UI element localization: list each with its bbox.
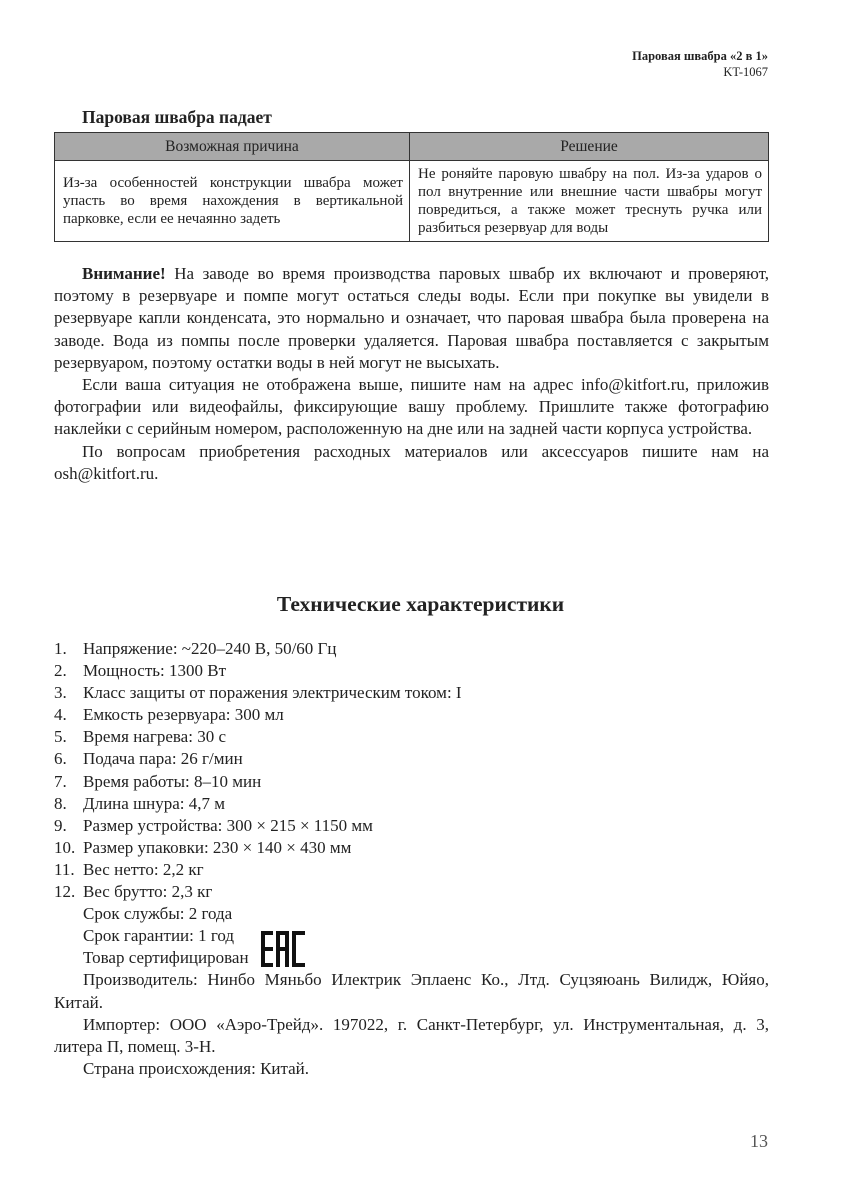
item-number: 4. xyxy=(54,705,67,725)
list-item xyxy=(54,660,769,682)
notice-paragraph xyxy=(54,263,769,374)
item-number: 8. xyxy=(54,793,67,813)
item-text: Класс защиты от поражения электрическим током: I xyxy=(83,683,462,703)
item-text: Вес брутто: 2,3 кг xyxy=(83,882,213,902)
eac-mark-icon xyxy=(261,931,305,967)
trouble-title: Паровая швабра падает xyxy=(82,107,272,127)
item-text: Длина шнура: 4,7 м xyxy=(83,793,226,813)
notice-lead: Внимание! xyxy=(82,264,166,283)
item-text: Время нагрева: 30 с xyxy=(83,727,226,747)
list-item xyxy=(54,793,769,815)
item-text: Размер упаковки: 230 × 140 × 430 мм xyxy=(83,837,352,857)
cause-cell: Из-за особенностей конструкции швабра может упасть во время нахождения в вертикальной парковке, если ее нечаянно задеть xyxy=(55,161,410,242)
item-number: 1. xyxy=(54,639,67,658)
table-row xyxy=(55,161,769,242)
item-number: 5. xyxy=(54,727,67,747)
item-text: Напряжение: ~220–240 В, 50/60 Гц xyxy=(83,639,337,658)
specs-title: Технические характеристики xyxy=(276,592,565,616)
item-text: Подача пара: 26 г/мин xyxy=(83,749,243,769)
item-text: Время работы: 8–10 мин xyxy=(83,771,262,791)
header-product: Паровая швабра «2 в 1» xyxy=(632,49,768,63)
list-item xyxy=(54,859,769,881)
list-item xyxy=(54,815,769,837)
notice-block xyxy=(54,263,769,485)
item-number: 3. xyxy=(54,683,67,703)
item-number: 6. xyxy=(54,749,67,769)
item-number: 2. xyxy=(54,661,67,681)
certified-label: Товар сертифицирован xyxy=(83,948,249,968)
notice-text: На заводе во время производства паровых швабр их включают и проверяют, поэтому в резервуаре и помпе могут остаться следы воды. Если при покупке вы увидели в резервуаре капли конденсата, это нормально и означает, что паровая швабра была проверена на заводе. Вода из помпы после проверки удаляется. Паровая швабра поставляется с закрытым резервуаром, поэтому остатки воды в ней могут не высыхать. xyxy=(54,264,769,372)
table-header-row xyxy=(55,133,769,161)
specs-list xyxy=(54,638,769,1080)
list-item xyxy=(54,704,769,726)
list-item xyxy=(54,771,769,793)
header-model: KT-1067 xyxy=(723,65,768,79)
page-number: 13 xyxy=(750,1131,768,1151)
item-text: Емкость резервуара: 300 мл xyxy=(83,705,284,725)
solution-cell: Не роняйте паровую швабру на пол. Из-за ударов о пол внутренние или внешние части швабры могут повредиться, а также может треснуть ручка или разбиться резервуар для воды xyxy=(410,161,769,242)
column-header-cause: Возможная причина xyxy=(55,133,410,161)
accessories-paragraph: По вопросам приобретения расходных материалов или аксессуаров пишите нам на osh@kitfort.ru. xyxy=(54,441,769,483)
list-item xyxy=(54,682,769,704)
item-number: 7. xyxy=(54,771,67,791)
item-number: 9. xyxy=(54,815,67,835)
country-of-origin: Страна происхождения: Китай. xyxy=(83,1058,310,1078)
contact-paragraph: Если ваша ситуация не отображена выше, пишите нам на адрес info@kitfort.ru, приложив фотографии или видеофайлы, фиксирующие вашу проблему. Пришлите также фотографию наклейки с серийным номером, расположенную на дне или на задней части корпуса устройства. xyxy=(54,375,769,439)
list-item xyxy=(54,748,769,770)
item-text: Вес нетто: 2,2 кг xyxy=(83,859,204,879)
item-text: Размер устройства: 300 × 215 × 1150 мм xyxy=(83,815,373,835)
item-text: Мощность: 1300 Вт xyxy=(83,661,227,681)
service-life: Срок службы: 2 года xyxy=(83,904,233,924)
item-number: 10. xyxy=(54,837,76,857)
warranty: Срок гарантии: 1 год xyxy=(83,926,235,946)
list-item xyxy=(54,726,769,748)
manufacturer: Производитель: Нинбо Мяньбо Илектрик Эплаенс Ко., Лтд. Суцзяюань Вилидж, Юйяо, Китай. xyxy=(54,970,769,1012)
item-number: 12. xyxy=(54,882,76,902)
list-item xyxy=(54,638,769,660)
page-header xyxy=(632,48,768,80)
list-item xyxy=(54,881,769,903)
list-item xyxy=(54,837,769,859)
warranty-cert-block xyxy=(54,925,769,969)
importer: Импортер: ООО «Аэро-Трейд». 197022, г. Санкт-Петербург, ул. Инструментальная, д. 3, литера П, помещ. 3-Н. xyxy=(54,1014,769,1056)
troubleshooting-table xyxy=(54,132,769,242)
item-number: 11. xyxy=(54,859,75,879)
column-header-solution: Решение xyxy=(410,133,769,161)
